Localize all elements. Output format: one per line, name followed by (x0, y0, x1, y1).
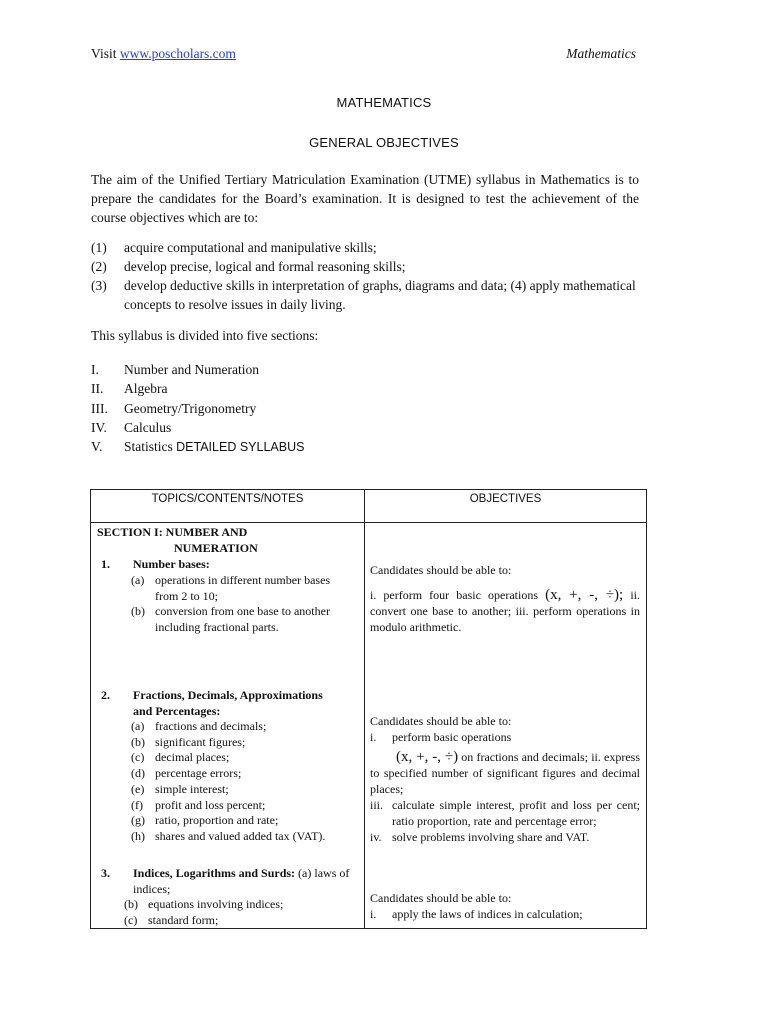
operations-symbols: (x, +, -, ÷) (396, 749, 459, 765)
list-item: (g) ratio, proportion and rate; (131, 813, 279, 828)
list-item: (a) fractions and decimals; (131, 719, 267, 733)
list-item: (e) simple interest; (131, 781, 229, 796)
list-item: (1) acquire computational and manipulative skills; (91, 240, 377, 255)
topic-items (131, 573, 351, 636)
list-item: (h) shares and valued added tax (VAT). (131, 828, 326, 843)
operations-symbols: (x, +, -, ÷); (545, 587, 624, 603)
header-visit (91, 46, 236, 62)
topic-title: Indices, Logarithms and Surds: (133, 866, 296, 880)
list-item: (b) significant figures; (131, 734, 246, 749)
list-item: (d) percentage errors; (131, 766, 242, 781)
list-item: (c) standard form; (124, 912, 219, 927)
section-title: SECTION I: NUMBER AND (97, 525, 248, 539)
list-item: (c) decimal places; (131, 750, 230, 765)
list-item: II. Algebra (91, 381, 168, 397)
objectives-column-header: OBJECTIVES (469, 493, 542, 505)
topic-items (131, 719, 356, 845)
syllabus-table (90, 489, 647, 929)
objective-text: i. apply the laws of indices in calculation; (370, 907, 583, 921)
objectives-list (91, 238, 639, 314)
topic-items (124, 897, 349, 928)
section-subtitle: GENERAL OBJECTIVES (309, 135, 459, 150)
list-item: (3) develop deductive skills in interpretation of graphs, diagrams and data; (4) apply mathematical concepts to resolve issues in daily living. (91, 278, 636, 312)
section-title-cont: NUMERATION (174, 541, 258, 555)
topic-number: 1. (101, 557, 110, 571)
topic-title: Fractions, Decimals, Approximations and Percentages: (133, 688, 323, 718)
website-link[interactable]: www.poscholars.com (119, 46, 236, 61)
intro-paragraph: The aim of the Unified Tertiary Matriculation Examination (UTME) syllabus in Mathematics is to prepare the candidates for the Board’s examination. It is designed to test the achievement of the course objectives which are to: (91, 172, 639, 225)
candidates-label: Candidates should be able to: (370, 891, 512, 905)
list-item: V. Statistics DETAILED SYLLABUS (91, 439, 305, 455)
list-item: III. Geometry/Trigonometry (91, 400, 257, 416)
sections-list (91, 360, 304, 457)
topic-number: 3. (101, 866, 110, 880)
detailed-syllabus-heading: DETAILED SYLLABUS (176, 440, 305, 455)
visit-label: Visit (91, 46, 117, 61)
list-item: (b) equations involving indices; (124, 897, 284, 911)
topic-title-block (133, 866, 355, 897)
column-divider (364, 490, 365, 928)
list-item: (f) profit and loss percent; (131, 797, 266, 812)
topic-first-item: (a) laws of indices; (133, 866, 350, 896)
header-divider (91, 522, 646, 523)
candidates-label: Candidates should be able to: (370, 714, 512, 728)
header-subject: Mathematics (566, 46, 636, 61)
topics-column-header: TOPICS/CONTENTS/NOTES (151, 493, 304, 505)
objective-text: i. perform basic operations (x, +, -, ÷) on fractions and decimals; ii. express to specified number of significant figures and decimal places; iii. calculate simple interest, profit and loss per cent; ratio proportion, rate and percentage error; iv. solve problems involving share and VAT. (370, 730, 641, 844)
list-item: (a) operations in different number bases from 2 to 10; (131, 573, 331, 603)
list-item: (b) conversion from one base to another including fractional parts. (131, 604, 330, 635)
candidates-label: Candidates should be able to: (370, 563, 512, 577)
topic-title: Number bases: (133, 557, 210, 571)
list-item: IV. Calculus (91, 419, 172, 435)
list-item: I. Number and Numeration (91, 362, 259, 377)
list-item: (2) develop precise, logical and formal reasoning skills; (91, 259, 406, 274)
objective-text: i. perform four basic operations (x, +, -, ÷); ii. convert one base to another; iii. perform operations in modulo arithmetic. (370, 587, 640, 634)
page-title: MATHEMATICS (336, 95, 432, 110)
divided-text: This syllabus is divided into five sections: (91, 328, 319, 343)
topic-number: 2. (101, 688, 110, 702)
